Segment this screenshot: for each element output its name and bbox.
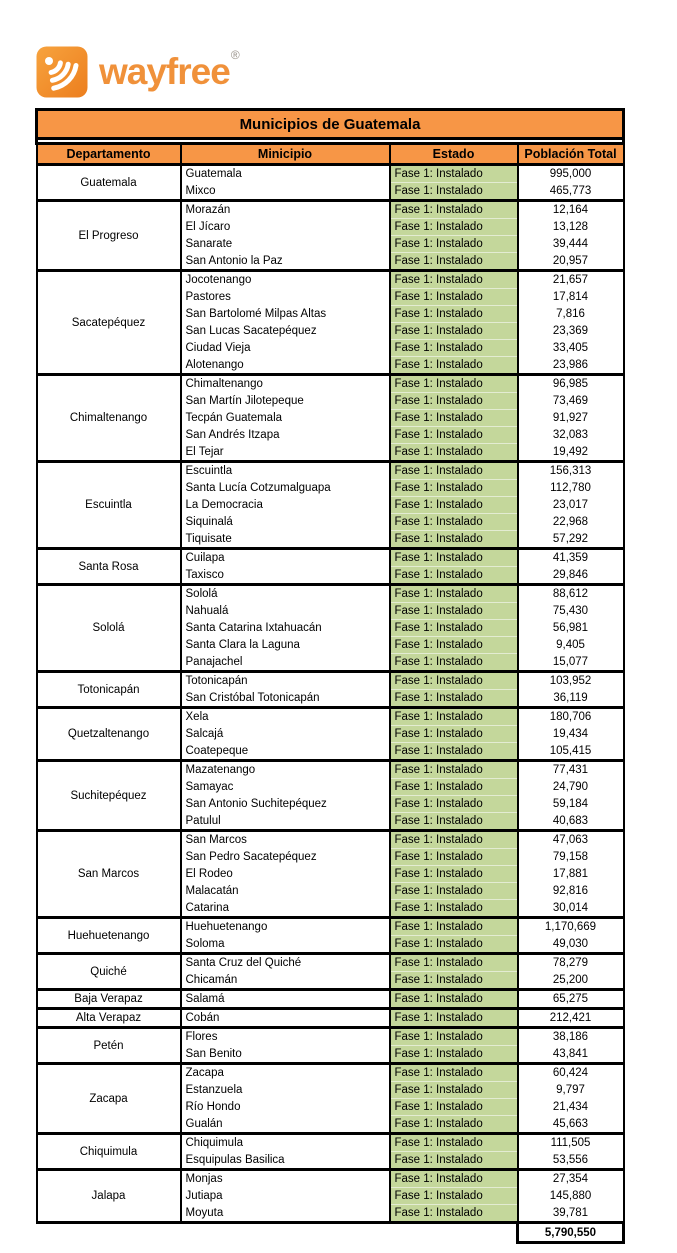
- table-row: [37, 1009, 624, 1028]
- estado-cell: Fase 1: Instalado: [390, 340, 518, 357]
- department-cell: Petén: [37, 1028, 181, 1064]
- estado-cell: Fase 1: Instalado: [390, 410, 518, 427]
- estado-cell: Fase 1: Instalado: [390, 480, 518, 497]
- municipality-cell: Coatepeque: [181, 743, 390, 761]
- municipality-cell: Morazán: [181, 201, 390, 219]
- population-cell: 23,017: [518, 497, 624, 514]
- municipality-cell: Sanarate: [181, 236, 390, 253]
- municipality-cell: Flores: [181, 1028, 390, 1046]
- estado-cell: Fase 1: Instalado: [390, 1134, 518, 1152]
- municipality-cell: Salcajá: [181, 726, 390, 743]
- population-cell: 53,556: [518, 1152, 624, 1170]
- population-cell: 19,492: [518, 444, 624, 462]
- department-cell: Suchitepéquez: [37, 761, 181, 831]
- population-cell: 9,405: [518, 637, 624, 654]
- estado-cell: Fase 1: Instalado: [390, 219, 518, 236]
- population-cell: 995,000: [518, 165, 624, 183]
- population-cell: 59,184: [518, 796, 624, 813]
- municipality-cell: Río Hondo: [181, 1099, 390, 1116]
- population-cell: 111,505: [518, 1134, 624, 1152]
- department-cell: Quiché: [37, 954, 181, 990]
- municipality-cell: Alotenango: [181, 357, 390, 375]
- estado-cell: Fase 1: Instalado: [390, 813, 518, 831]
- total-row: [37, 1223, 624, 1243]
- municipality-cell: Totonicapán: [181, 672, 390, 690]
- table-body: [37, 165, 624, 1223]
- municipality-cell: Xela: [181, 708, 390, 726]
- estado-cell: Fase 1: Instalado: [390, 427, 518, 444]
- municipality-cell: San Marcos: [181, 831, 390, 849]
- municipality-cell: Nahualá: [181, 603, 390, 620]
- population-cell: 9,797: [518, 1082, 624, 1099]
- estado-cell: Fase 1: Instalado: [390, 1099, 518, 1116]
- registered-mark: ®: [230, 48, 240, 62]
- population-cell: 78,279: [518, 954, 624, 972]
- population-cell: 39,781: [518, 1205, 624, 1223]
- municipality-cell: Taxisco: [181, 567, 390, 585]
- estado-cell: Fase 1: Instalado: [390, 1116, 518, 1134]
- population-cell: 38,186: [518, 1028, 624, 1046]
- department-cell: Huehuetenango: [37, 918, 181, 954]
- table-row: [37, 585, 624, 603]
- population-cell: 27,354: [518, 1170, 624, 1188]
- estado-cell: Fase 1: Instalado: [390, 866, 518, 883]
- estado-cell: Fase 1: Instalado: [390, 289, 518, 306]
- municipality-cell: San Benito: [181, 1046, 390, 1064]
- estado-cell: Fase 1: Instalado: [390, 690, 518, 708]
- municipality-cell: San Pedro Sacatepéquez: [181, 849, 390, 866]
- department-cell: Totonicapán: [37, 672, 181, 708]
- population-cell: 12,164: [518, 201, 624, 219]
- population-cell: 15,077: [518, 654, 624, 672]
- estado-cell: Fase 1: Instalado: [390, 567, 518, 585]
- municipality-cell: Pastores: [181, 289, 390, 306]
- estado-cell: Fase 1: Instalado: [390, 1009, 518, 1028]
- title-row: [37, 110, 624, 139]
- total-population-cell: 5,790,550: [518, 1223, 624, 1243]
- population-cell: 23,986: [518, 357, 624, 375]
- municipality-cell: Patulul: [181, 813, 390, 831]
- population-cell: 88,612: [518, 585, 624, 603]
- table-row: [37, 165, 624, 183]
- municipality-cell: Tecpán Guatemala: [181, 410, 390, 427]
- table-row: [37, 375, 624, 393]
- col-header-estado: Estado: [390, 144, 518, 165]
- footer-empty-cell: [37, 1223, 518, 1243]
- estado-cell: Fase 1: Instalado: [390, 726, 518, 743]
- population-cell: 21,434: [518, 1099, 624, 1116]
- table-row: [37, 990, 624, 1009]
- table-row: [37, 201, 624, 219]
- department-cell: Quetzaltenango: [37, 708, 181, 761]
- municipality-cell: San Martín Jilotepeque: [181, 393, 390, 410]
- table-row: [37, 462, 624, 480]
- estado-cell: Fase 1: Instalado: [390, 165, 518, 183]
- estado-cell: Fase 1: Instalado: [390, 549, 518, 567]
- population-cell: 47,063: [518, 831, 624, 849]
- department-cell: Chiquimula: [37, 1134, 181, 1170]
- estado-cell: Fase 1: Instalado: [390, 743, 518, 761]
- municipality-cell: Siquinalá: [181, 514, 390, 531]
- population-cell: 39,444: [518, 236, 624, 253]
- table-row: [37, 954, 624, 972]
- department-cell: Baja Verapaz: [37, 990, 181, 1009]
- estado-cell: Fase 1: Instalado: [390, 585, 518, 603]
- population-cell: 17,881: [518, 866, 624, 883]
- municipality-cell: Mixco: [181, 183, 390, 201]
- estado-cell: Fase 1: Instalado: [390, 1152, 518, 1170]
- municipality-cell: La Democracia: [181, 497, 390, 514]
- municipality-cell: Esquipulas Basilica: [181, 1152, 390, 1170]
- municipality-cell: San Antonio la Paz: [181, 253, 390, 271]
- population-cell: 36,119: [518, 690, 624, 708]
- population-cell: 65,275: [518, 990, 624, 1009]
- estado-cell: Fase 1: Instalado: [390, 462, 518, 480]
- municipios-table: [35, 108, 625, 1244]
- population-cell: 145,880: [518, 1188, 624, 1205]
- population-cell: 24,790: [518, 779, 624, 796]
- table-row: [37, 761, 624, 779]
- estado-cell: Fase 1: Instalado: [390, 831, 518, 849]
- population-cell: 105,415: [518, 743, 624, 761]
- department-cell: Jalapa: [37, 1170, 181, 1223]
- estado-cell: Fase 1: Instalado: [390, 1028, 518, 1046]
- table-row: [37, 708, 624, 726]
- population-cell: 13,128: [518, 219, 624, 236]
- estado-cell: Fase 1: Instalado: [390, 1064, 518, 1082]
- population-cell: 23,369: [518, 323, 624, 340]
- estado-cell: Fase 1: Instalado: [390, 236, 518, 253]
- brand-name: wayfree: [99, 51, 230, 92]
- municipality-cell: Cobán: [181, 1009, 390, 1028]
- municipality-cell: Salamá: [181, 990, 390, 1009]
- estado-cell: Fase 1: Instalado: [390, 253, 518, 271]
- population-cell: 40,683: [518, 813, 624, 831]
- table-row: [37, 831, 624, 849]
- estado-cell: Fase 1: Instalado: [390, 672, 518, 690]
- department-cell: Zacapa: [37, 1064, 181, 1134]
- population-cell: 7,816: [518, 306, 624, 323]
- estado-cell: Fase 1: Instalado: [390, 183, 518, 201]
- population-cell: 21,657: [518, 271, 624, 289]
- population-cell: 112,780: [518, 480, 624, 497]
- estado-cell: Fase 1: Instalado: [390, 936, 518, 954]
- population-cell: 96,985: [518, 375, 624, 393]
- estado-cell: Fase 1: Instalado: [390, 603, 518, 620]
- estado-cell: Fase 1: Instalado: [390, 1046, 518, 1064]
- department-cell: Santa Rosa: [37, 549, 181, 585]
- population-cell: 29,846: [518, 567, 624, 585]
- estado-cell: Fase 1: Instalado: [390, 900, 518, 918]
- population-cell: 41,359: [518, 549, 624, 567]
- municipality-cell: Soloma: [181, 936, 390, 954]
- estado-cell: Fase 1: Instalado: [390, 637, 518, 654]
- population-cell: 57,292: [518, 531, 624, 549]
- population-cell: 91,927: [518, 410, 624, 427]
- municipality-cell: Cuilapa: [181, 549, 390, 567]
- municipality-cell: Estanzuela: [181, 1082, 390, 1099]
- municipality-cell: San Antonio Suchitepéquez: [181, 796, 390, 813]
- municipality-cell: Malacatán: [181, 883, 390, 900]
- population-cell: 465,773: [518, 183, 624, 201]
- estado-cell: Fase 1: Instalado: [390, 514, 518, 531]
- municipality-cell: Samayac: [181, 779, 390, 796]
- col-header-poblacion-total: Población Total: [518, 144, 624, 165]
- municipality-cell: Chiquimula: [181, 1134, 390, 1152]
- column-header-row: [37, 144, 624, 165]
- estado-cell: Fase 1: Instalado: [390, 620, 518, 637]
- population-cell: 43,841: [518, 1046, 624, 1064]
- estado-cell: Fase 1: Instalado: [390, 761, 518, 779]
- municipality-cell: Santa Cruz del Quiché: [181, 954, 390, 972]
- population-cell: 30,014: [518, 900, 624, 918]
- municipality-cell: San Bartolomé Milpas Altas: [181, 306, 390, 323]
- signal-waves-icon: [36, 46, 88, 98]
- table-row: [37, 1134, 624, 1152]
- table-row: [37, 1028, 624, 1046]
- estado-cell: Fase 1: Instalado: [390, 1188, 518, 1205]
- municipality-cell: Jocotenango: [181, 271, 390, 289]
- population-cell: 25,200: [518, 972, 624, 990]
- population-cell: 77,431: [518, 761, 624, 779]
- estado-cell: Fase 1: Instalado: [390, 323, 518, 340]
- population-cell: 32,083: [518, 427, 624, 444]
- municipality-cell: Mazatenango: [181, 761, 390, 779]
- population-cell: 75,430: [518, 603, 624, 620]
- estado-cell: Fase 1: Instalado: [390, 497, 518, 514]
- population-cell: 45,663: [518, 1116, 624, 1134]
- population-cell: 73,469: [518, 393, 624, 410]
- municipality-cell: Tiquisate: [181, 531, 390, 549]
- municipality-cell: Sololá: [181, 585, 390, 603]
- estado-cell: Fase 1: Instalado: [390, 779, 518, 796]
- population-cell: 212,421: [518, 1009, 624, 1028]
- municipality-cell: Jutiapa: [181, 1188, 390, 1205]
- population-cell: 19,434: [518, 726, 624, 743]
- estado-cell: Fase 1: Instalado: [390, 654, 518, 672]
- estado-cell: Fase 1: Instalado: [390, 306, 518, 323]
- municipality-cell: Monjas: [181, 1170, 390, 1188]
- population-cell: 22,968: [518, 514, 624, 531]
- estado-cell: Fase 1: Instalado: [390, 201, 518, 219]
- population-cell: 49,030: [518, 936, 624, 954]
- municipality-cell: Guatemala: [181, 165, 390, 183]
- municipality-cell: San Lucas Sacatepéquez: [181, 323, 390, 340]
- population-cell: 1,170,669: [518, 918, 624, 936]
- municipality-cell: Santa Lucía Cotzumalguapa: [181, 480, 390, 497]
- municipality-cell: El Tejar: [181, 444, 390, 462]
- estado-cell: Fase 1: Instalado: [390, 1170, 518, 1188]
- wayfree-logo: [36, 46, 677, 98]
- population-cell: 33,405: [518, 340, 624, 357]
- population-cell: 56,981: [518, 620, 624, 637]
- estado-cell: Fase 1: Instalado: [390, 972, 518, 990]
- department-cell: Alta Verapaz: [37, 1009, 181, 1028]
- population-cell: 17,814: [518, 289, 624, 306]
- population-cell: 180,706: [518, 708, 624, 726]
- estado-cell: Fase 1: Instalado: [390, 883, 518, 900]
- table-row: [37, 1170, 624, 1188]
- estado-cell: Fase 1: Instalado: [390, 796, 518, 813]
- municipality-cell: El Jícaro: [181, 219, 390, 236]
- population-cell: 20,957: [518, 253, 624, 271]
- municipality-cell: Santa Clara la Laguna: [181, 637, 390, 654]
- estado-cell: Fase 1: Instalado: [390, 918, 518, 936]
- estado-cell: Fase 1: Instalado: [390, 271, 518, 289]
- population-cell: 79,158: [518, 849, 624, 866]
- page: [0, 46, 677, 1244]
- col-header-departamento: Departamento: [37, 144, 181, 165]
- estado-cell: Fase 1: Instalado: [390, 375, 518, 393]
- table-row: [37, 918, 624, 936]
- municipality-cell: Ciudad Vieja: [181, 340, 390, 357]
- municipality-cell: Escuintla: [181, 462, 390, 480]
- municipality-cell: Catarina: [181, 900, 390, 918]
- municipality-cell: San Cristóbal Totonicapán: [181, 690, 390, 708]
- table-row: [37, 1064, 624, 1082]
- municipality-cell: Chicamán: [181, 972, 390, 990]
- municipality-cell: Gualán: [181, 1116, 390, 1134]
- table-title: Municipios de Guatemala: [37, 110, 624, 139]
- population-cell: 92,816: [518, 883, 624, 900]
- department-cell: Chimaltenango: [37, 375, 181, 462]
- estado-cell: Fase 1: Instalado: [390, 708, 518, 726]
- estado-cell: Fase 1: Instalado: [390, 393, 518, 410]
- col-header-minicipio: Minicipio: [181, 144, 390, 165]
- estado-cell: Fase 1: Instalado: [390, 990, 518, 1009]
- department-cell: Sacatepéquez: [37, 271, 181, 375]
- department-cell: San Marcos: [37, 831, 181, 918]
- estado-cell: Fase 1: Instalado: [390, 444, 518, 462]
- table-row: [37, 271, 624, 289]
- estado-cell: Fase 1: Instalado: [390, 954, 518, 972]
- municipality-cell: El Rodeo: [181, 866, 390, 883]
- population-cell: 156,313: [518, 462, 624, 480]
- estado-cell: Fase 1: Instalado: [390, 1082, 518, 1099]
- department-cell: El Progreso: [37, 201, 181, 271]
- municipality-cell: Panajachel: [181, 654, 390, 672]
- municipality-cell: Moyuta: [181, 1205, 390, 1223]
- table-row: [37, 549, 624, 567]
- department-cell: Escuintla: [37, 462, 181, 549]
- table-row: [37, 672, 624, 690]
- estado-cell: Fase 1: Instalado: [390, 357, 518, 375]
- department-cell: Guatemala: [37, 165, 181, 201]
- municipality-cell: Chimaltenango: [181, 375, 390, 393]
- municipality-cell: Zacapa: [181, 1064, 390, 1082]
- estado-cell: Fase 1: Instalado: [390, 1205, 518, 1223]
- population-cell: 60,424: [518, 1064, 624, 1082]
- municipality-cell: Santa Catarina Ixtahuacán: [181, 620, 390, 637]
- estado-cell: Fase 1: Instalado: [390, 531, 518, 549]
- department-cell: Sololá: [37, 585, 181, 672]
- municipality-cell: San Andrés Itzapa: [181, 427, 390, 444]
- municipality-cell: Huehuetenango: [181, 918, 390, 936]
- population-cell: 103,952: [518, 672, 624, 690]
- estado-cell: Fase 1: Instalado: [390, 849, 518, 866]
